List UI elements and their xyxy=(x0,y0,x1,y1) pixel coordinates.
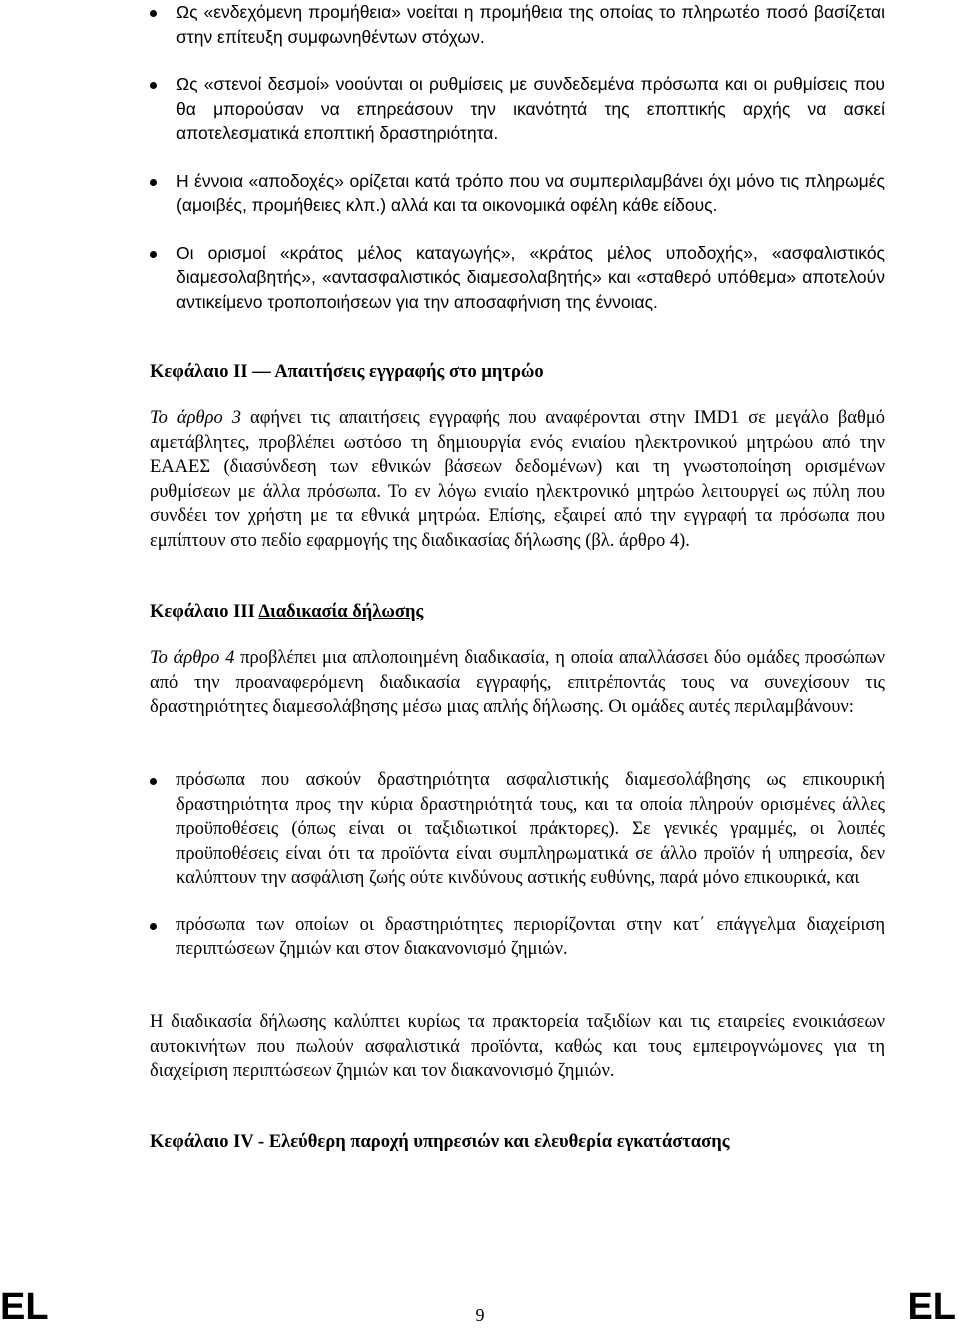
list-item: πρόσωπα των οποίων οι δραστηριότητες περιορίζονται στην κατ΄ επάγγελμα διαχείριση περιπτώσεων ζημιών και στον διακανονισμό ζημιών. xyxy=(150,913,885,962)
chapter-3-title: Διαδικασία δήλωσης xyxy=(258,602,424,622)
article-4-reference: Το άρθρο 4 xyxy=(150,648,235,668)
bullet-icon xyxy=(150,923,157,930)
bullet-icon xyxy=(150,82,157,89)
chapter-3-paragraph: Το άρθρο 4 προβλέπει μια απλοποιημένη διαδικασία, η οποία απαλλάσσει δύο ομάδες προσώπων από την προαναφερόμενη διαδικασία εγγραφής, επιτρέποντάς τους να συνεχίσουν τις δραστηριότητες διαμεσολάβησης μέσω μιας απλής δήλωσης. Οι ομάδες αυτές περιλαμβάνουν: xyxy=(150,648,885,717)
page-number: 9 xyxy=(475,1305,485,1325)
chapter-3-closing-paragraph: Η διαδικασία δήλωσης καλύπτει κυρίως τα πρακτορεία ταξιδίων και τις εταιρείες ενοικιάσεων αυτοκινήτων που πωλούν ασφαλιστικά προϊόντα, καθώς και τους εμπειρογνώμονες για τη διαχείριση περιπτώσεων ζημιών και τον διακανονισμό ζημιών. xyxy=(150,1012,885,1081)
chapter-2-heading: Κεφάλαιο ΙΙ — Απαιτήσεις εγγραφής στο μητρώο xyxy=(150,362,544,382)
footer-language-left: EL xyxy=(0,1286,49,1328)
chapter-2-paragraph: Το άρθρο 3 αφήνει τις απαιτήσεις εγγραφής που αναφέρονται στην IMD1 σε μεγάλο βαθμό αμετάβλητες, προβλέπει ωστόσο τη δημιουργία ενός ενιαίου ηλεκτρονικού μητρώου από την ΕΑΑΕΣ (διασύνδεση των εθνικών βάσεων δεδομένων) και τη γνωστοποίηση ορισμένων ρυθμίσεων με άλλα πρόσωπα. Το εν λόγω ενιαίο ηλεκτρονικό μητρώο λειτουργεί ως πύλη που συνδέει τον χρήστη με τα εθνικά μητρώα. Επίσης, εξαιρεί από την εγγραφή τα πρόσωπα που εμπίπτουν στο πεδίο εφαρμογής της διαδικασίας δήλωσης (βλ. άρθρο 4). xyxy=(150,408,885,551)
bullet-icon xyxy=(150,251,157,258)
list-item: Ως «ενδεχόμενη προμήθεια» νοείται η προμήθεια της οποίας το πληρωτέο ποσό βασίζεται στην επίτευξη συμφωνηθέντων στόχων. xyxy=(150,0,885,49)
chapter-4-heading: Κεφάλαιο IV - Ελεύθερη παροχή υπηρεσιών και ελευθερία εγκατάστασης xyxy=(150,1132,730,1152)
chapter-3-heading: Κεφάλαιο ΙΙΙ Διαδικασία δήλωσης xyxy=(150,602,424,622)
list-item: πρόσωπα που ασκούν δραστηριότητα ασφαλιστικής διαμεσολάβησης ως επικουρική δραστηριότητα προς την κύρια δραστηριότητά τους, και τα οποία πληρούν ορισμένες άλλες προϋποθέσεις (όπως είναι οι ταξιδιωτικοί πράκτορες). Σε γενικές γραμμές, οι λοιπές προϋποθέσεις είναι ότι τα προϊόντα είναι συμπληρωματικά σε άλλο προϊόν ή υπηρεσία, δεν καλύπτουν την ασφάλιση ζωής ούτε κινδύνους αστικής ευθύνης, παρά μόνο επικουρικά, και xyxy=(150,768,885,891)
footer-language-right: EL xyxy=(907,1286,956,1328)
bullet-icon xyxy=(150,179,157,186)
declaration-groups-list xyxy=(150,768,885,984)
list-item: Οι ορισμοί «κράτος μέλος καταγωγής», «κράτος μέλος υποδοχής», «ασφαλιστικός διαμεσολαβητής», «αντασφαλιστικός διαμεσολαβητής» και «σταθερό υπόθεμα» αποτελούν αντικείμενο τροποποιήσεων για την αποσαφήνιση της έννοιας. xyxy=(150,241,885,315)
article-3-reference: Το άρθρο 3 xyxy=(150,408,241,428)
list-item: Ως «στενοί δεσμοί» νοούνται οι ρυθμίσεις με συνδεδεμένα πρόσωπα και οι ρυθμίσεις που θα μπορούσαν να επηρεάσουν την ικανότητά της εποπτικής αρχής να ασκεί αποτελεσματικά εποπτική δραστηριότητα. xyxy=(150,72,885,146)
bullet-icon xyxy=(150,778,157,785)
bullet-icon xyxy=(150,10,157,17)
definitions-list xyxy=(150,0,885,337)
list-item: Η έννοια «αποδοχές» ορίζεται κατά τρόπο που να συμπεριλαμβάνει όχι μόνο τις πληρωμές (αμοιβές, προμήθειες κλπ.) αλλά και τα οικονομικά οφέλη κάθε είδους. xyxy=(150,169,885,218)
